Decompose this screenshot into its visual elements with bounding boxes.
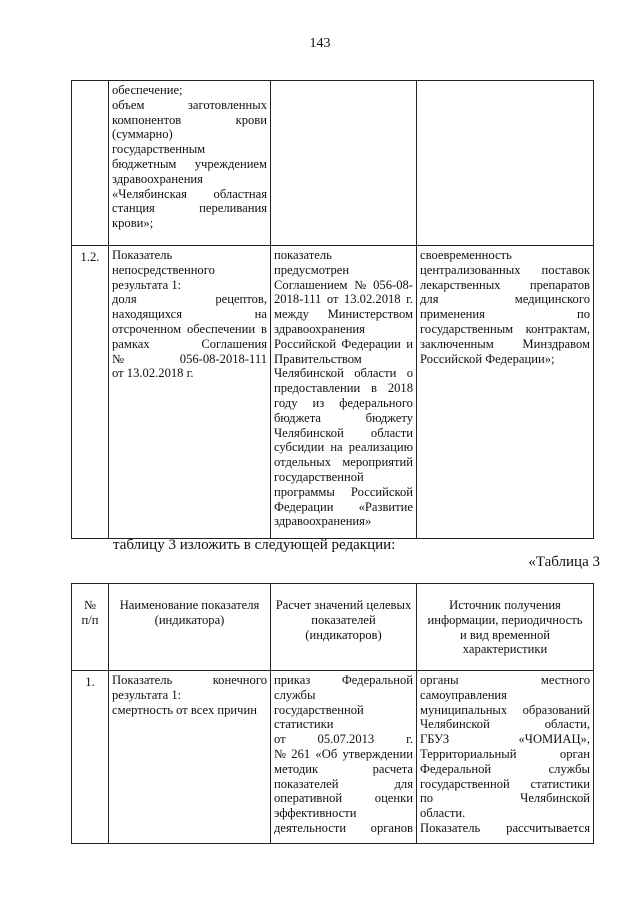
word: медицинского (514, 292, 590, 307)
header-line: Источник получения (449, 598, 561, 612)
word: применения (420, 307, 485, 322)
text-line (112, 337, 267, 352)
text-line (420, 278, 590, 293)
header-indicator (109, 584, 271, 671)
text-line (274, 485, 413, 500)
text-line: здравоохранения (112, 171, 203, 186)
word: № (274, 746, 287, 761)
text-line (274, 411, 413, 426)
word: году (274, 395, 298, 410)
text-line (274, 337, 413, 352)
word: образований (522, 702, 590, 717)
text-line: области. (420, 806, 466, 821)
word: доля (112, 292, 137, 307)
text-line: результата 1: (112, 687, 182, 702)
text-line (112, 157, 267, 172)
text-line: предусмотрен (274, 262, 350, 277)
word: от (274, 732, 286, 747)
text-line: государственным (112, 142, 206, 157)
header-num (72, 584, 109, 671)
word: учреждением (194, 156, 267, 171)
word: Соглашением (274, 277, 348, 292)
word: для (394, 776, 413, 791)
text-line (420, 747, 590, 762)
word: объем (112, 97, 145, 112)
text-line (274, 777, 413, 792)
word: областная (213, 186, 267, 201)
word: крови (235, 112, 267, 127)
text-line (420, 717, 590, 732)
text-line (420, 703, 590, 718)
word: государственным (420, 321, 514, 336)
text-line (112, 673, 267, 688)
word: конечного (212, 673, 267, 687)
word: службы (548, 761, 590, 776)
word: Российской (274, 336, 337, 351)
header-line: информации, периодичность (427, 612, 583, 627)
word: отсроченном (112, 321, 182, 336)
word: переливания (199, 201, 267, 216)
text-line (112, 352, 267, 367)
text-line (420, 307, 590, 322)
word: Челябинской (274, 366, 344, 381)
text-line (420, 732, 590, 747)
word: по (420, 791, 434, 806)
word: Федеральной (420, 761, 492, 776)
text-line: Российской Федерации»; (420, 351, 555, 366)
cell-indicator (109, 246, 271, 539)
text-line (274, 366, 413, 381)
word: Минздравом (522, 336, 590, 351)
word: рецептов, (215, 292, 267, 307)
header-line: (индикаторов) (305, 627, 382, 642)
word: Показатель (420, 820, 481, 835)
text-line: результата 1: (112, 277, 182, 292)
text-line (274, 732, 413, 747)
word: обеспечении (186, 321, 256, 336)
text-line (274, 673, 413, 688)
text-line: эффективности (274, 806, 357, 821)
text-line (274, 381, 413, 396)
text-line (274, 762, 413, 777)
word: рамках (112, 336, 150, 351)
text-line (420, 762, 590, 777)
cell-num: 1.2. (72, 246, 109, 539)
word: 261 (291, 746, 311, 761)
text-line (274, 821, 413, 836)
text-line (274, 440, 413, 455)
word: 05.07.2013 (317, 732, 375, 747)
cell-calculation (271, 246, 417, 539)
header-line: и вид временной (459, 627, 551, 642)
word: на (254, 307, 267, 322)
word: деятельности (274, 820, 347, 835)
text-line: смертность от всех причин (112, 702, 257, 717)
word: бюджета (274, 410, 321, 425)
word: приказ (274, 673, 311, 687)
word: в (261, 321, 267, 336)
table-row (72, 671, 594, 844)
word: контрактам, (525, 321, 590, 336)
word: находящихся (112, 307, 183, 322)
intro-text: таблицу 3 изложить в следующей редакции: (113, 537, 396, 553)
word: 13.02.2018 (343, 292, 401, 307)
text-line: самоуправления (420, 687, 507, 702)
word: оценки (374, 791, 413, 806)
text-line (274, 396, 413, 411)
cell-source (417, 246, 594, 539)
word: органов (370, 820, 413, 835)
cell-source (417, 81, 594, 246)
word: показателей (274, 776, 339, 791)
text-line (112, 113, 267, 128)
header-line: Наименование показателя (119, 598, 260, 612)
word: «Челябинская (112, 186, 187, 201)
word: между (274, 307, 309, 322)
word: Челябинской (274, 425, 344, 440)
word: методик (274, 761, 319, 776)
text-line: статистики (274, 717, 334, 732)
word: Федеральной (341, 673, 413, 687)
text-line (112, 307, 267, 322)
cell-num: 1. (72, 671, 109, 844)
text-line: здравоохранения (274, 321, 365, 336)
word: Показатель (112, 673, 173, 687)
word: на (330, 440, 343, 455)
word: и (406, 336, 413, 351)
word: области (354, 366, 397, 381)
word: о (406, 366, 413, 381)
table-3 (71, 583, 594, 844)
word: отдельных (274, 455, 331, 470)
word: «ЧОМИАЦ», (518, 732, 590, 747)
header-line: показателей (311, 612, 376, 627)
word: Соглашения (201, 336, 267, 351)
text-line: Правительством (274, 351, 362, 366)
word: заключенным (420, 336, 494, 351)
word: 056-08-2018-111 (179, 351, 267, 366)
table-row (72, 246, 594, 539)
table-row (72, 81, 594, 246)
text-line (420, 673, 590, 688)
table-header-row (72, 584, 594, 671)
word: области, (544, 717, 590, 732)
word: по (576, 307, 590, 322)
word: централизованных (420, 262, 521, 277)
word: Российской (350, 484, 413, 499)
word: «Развитие (358, 499, 413, 514)
text-line (420, 777, 590, 792)
word: Территориальный (420, 746, 517, 761)
word: от (326, 292, 339, 307)
text-line (420, 322, 590, 337)
word: Федерации (341, 336, 401, 351)
word: компонентов (112, 112, 182, 127)
text-line: (суммарно) (112, 127, 173, 142)
text-line (112, 201, 267, 216)
word: расчета (372, 761, 413, 776)
word: субсидии (274, 440, 325, 455)
word: мероприятий (342, 455, 413, 470)
word: муниципальных (420, 702, 508, 717)
word: поставок (541, 262, 590, 277)
word: орган (559, 746, 590, 761)
text-line (420, 791, 590, 806)
text-line: показатель (274, 248, 332, 262)
cell-indicator (109, 81, 271, 246)
text-line: от 13.02.2018 г. (112, 366, 194, 381)
word: государственной (420, 776, 510, 791)
text-line: непосредственного (112, 262, 215, 277)
word: реализацию (348, 440, 413, 455)
text-line (420, 263, 590, 278)
text-line (274, 426, 413, 441)
cell-source (417, 671, 594, 844)
word: предоставлении (274, 381, 361, 396)
text-line (420, 292, 590, 307)
header-line: (индикатора) (154, 612, 225, 627)
word: 056-08- (373, 277, 413, 292)
text-line (112, 187, 267, 202)
text-line: службы (274, 687, 316, 702)
header-line: № (83, 598, 97, 612)
text-line: своевременность (420, 248, 512, 262)
text-line (274, 307, 413, 322)
word: Челябинской (420, 717, 490, 732)
text-line (274, 455, 413, 470)
table-continued (71, 80, 594, 539)
cell-calculation (271, 671, 417, 844)
word: статистики (530, 776, 590, 791)
word: г. (406, 292, 413, 307)
word: лекарственных (420, 277, 501, 292)
word: «Об (315, 746, 338, 761)
header-line: Расчет значений целевых (275, 598, 412, 612)
header-line: характеристики (462, 642, 548, 657)
text-line (274, 500, 413, 515)
cell-indicator (109, 671, 271, 844)
word: программы (274, 484, 335, 499)
word: заготовленных (187, 97, 267, 112)
word: № (354, 277, 367, 292)
cell-calculation (271, 81, 417, 246)
word: для (420, 292, 439, 307)
word: препаратов (529, 277, 590, 292)
text-line: государственной (274, 702, 364, 717)
text-line (420, 821, 590, 836)
word: области (370, 425, 413, 440)
header-source (417, 584, 594, 671)
header-calculation (271, 584, 417, 671)
word: станция (112, 201, 155, 216)
text-line: Показатель (112, 248, 173, 262)
word: Федерации (274, 499, 334, 514)
word: органы (420, 673, 459, 687)
text-line (112, 322, 267, 337)
word: 2018 (387, 381, 413, 396)
word: рассчитывается (506, 820, 590, 835)
text-line (274, 292, 413, 307)
text-line: государственной (274, 469, 364, 484)
text-line (112, 292, 267, 307)
text-line (274, 791, 413, 806)
word: из (312, 395, 325, 410)
text-line: здравоохранения» (274, 514, 372, 529)
text-line (112, 98, 267, 113)
text-line: обеспечение; (112, 83, 183, 97)
cell-num (72, 81, 109, 246)
word: оперативной (274, 791, 343, 806)
word: утверждении (342, 746, 413, 761)
page-number: 143 (309, 36, 331, 51)
text-line: крови»; (112, 216, 154, 231)
header-line: п/п (81, 612, 99, 627)
word: бюджетным (112, 156, 177, 171)
word: бюджету (365, 410, 413, 425)
word: № (112, 351, 125, 366)
word: г. (406, 732, 413, 747)
word: в (371, 381, 377, 396)
text-line (274, 747, 413, 762)
table-label: «Таблица 3 (528, 554, 600, 570)
word: Министерством (327, 307, 413, 322)
word: Челябинской (520, 791, 590, 806)
text-line (420, 337, 590, 352)
text-line (274, 278, 413, 293)
word: местного (540, 673, 590, 687)
word: федерального (339, 395, 413, 410)
word: ГБУЗ (420, 732, 450, 747)
word: 2018-111 (274, 292, 322, 307)
